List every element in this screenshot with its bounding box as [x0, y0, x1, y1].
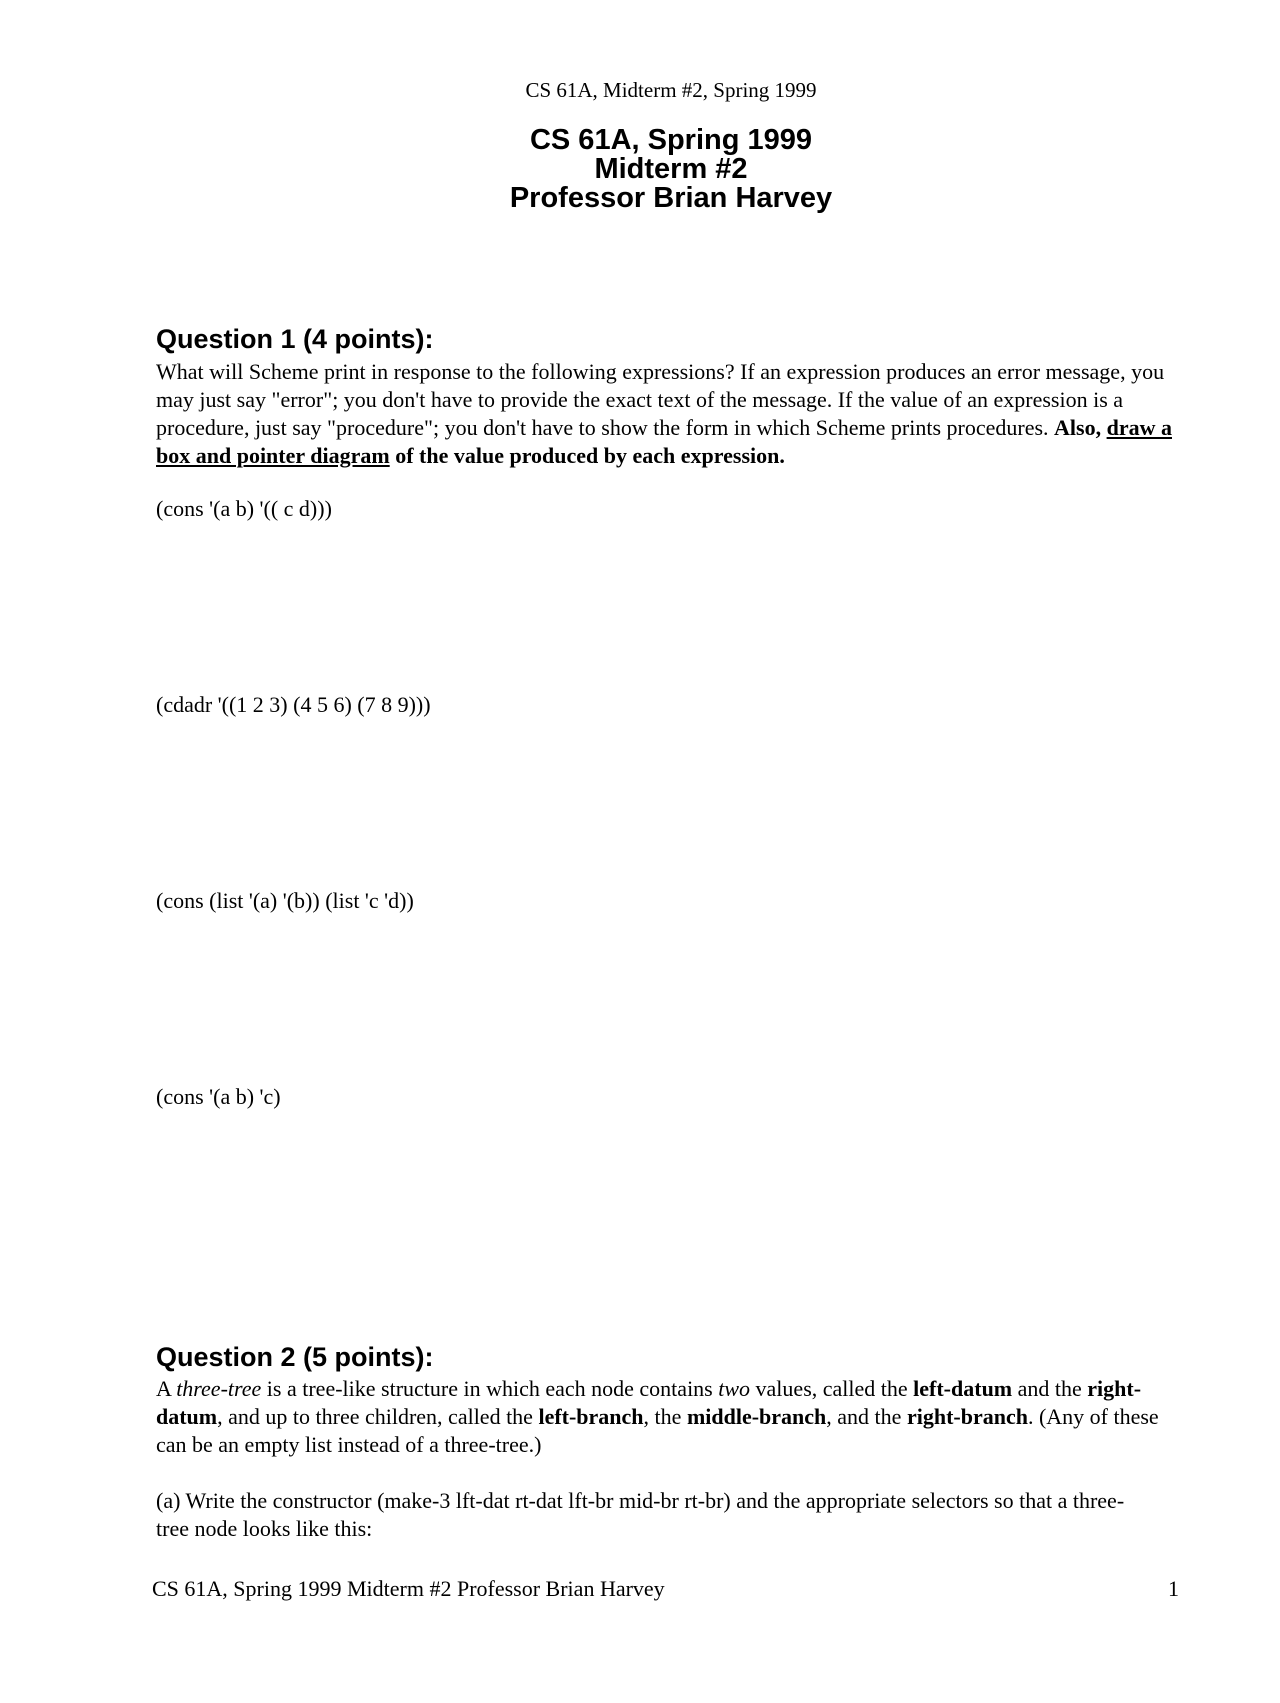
q1-expression-1: (cons '(a b) '(( c d))): [156, 496, 332, 521]
q2-text: . (Any of these can be an empty list instead of a three-tree.): [156, 1404, 1159, 1457]
running-header: CS 61A, Midterm #2, Spring 1999: [525, 78, 817, 102]
question-2-description: [156, 1375, 1166, 1459]
document-title: [0, 126, 1280, 213]
title-exam: Midterm #2: [594, 153, 748, 185]
q1-text: What will Scheme print in response to the following expressions? If an expression produces an error message, you may just say "error"; you don't have to provide the exact text of the message. If the value of an expression is a procedure, just say "procedure"; you don't have to show the form in which Scheme prints procedures.: [156, 359, 1165, 440]
page-footer: CS 61A, Spring 1999 Midterm #2 Professor Brian Harvey: [152, 1576, 665, 1601]
q2-term-three-tree: three-tree: [176, 1376, 262, 1401]
question-1-heading: Question 1 (4 points):: [156, 324, 434, 354]
q2-text: , the: [643, 1404, 687, 1429]
question-2-part-a: (a) Write the constructor (make-3 lft-dat rt-dat lft-br mid-br rt-br) and the appropriate selectors so that a three-tree node looks like this:: [156, 1488, 1125, 1541]
q2-term-left-branch: left-branch: [538, 1404, 644, 1429]
q1-bold-rest: of the value produced by each expression.: [395, 443, 785, 468]
q2-term-right-branch: right-branch: [906, 1404, 1028, 1429]
q1-expression-4: (cons '(a b) 'c): [156, 1084, 281, 1109]
q2-text: A: [156, 1376, 177, 1401]
question-1-instructions: [156, 358, 1186, 470]
q2-text: is a tree-like structure in which each node contains: [261, 1376, 719, 1401]
page-number: 1: [1168, 1576, 1179, 1601]
q1-bold-underline: draw a box and pointer diagram: [156, 415, 1172, 468]
q2-text: , and up to three children, called the: [217, 1404, 539, 1429]
question-2-heading: Question 2 (5 points):: [156, 1342, 434, 1372]
q2-term-two: two: [718, 1376, 751, 1401]
title-course: CS 61A, Spring 1999: [529, 124, 813, 156]
q2-term-middle-branch: middle-branch: [686, 1404, 827, 1429]
q2-term-right-datum: right-datum: [156, 1376, 1142, 1429]
q1-bold-also: Also,: [1054, 415, 1102, 440]
q2-term-left-datum: left-datum: [913, 1376, 1013, 1401]
q1-expression-2: (cdadr '((1 2 3) (4 5 6) (7 8 9))): [156, 692, 431, 717]
q2-text: , and the: [826, 1404, 907, 1429]
q2-text: and the: [1012, 1376, 1088, 1401]
q1-expression-3: (cons (list '(a) '(b)) (list 'c 'd)): [156, 888, 414, 913]
q2-text: values, called the: [750, 1376, 914, 1401]
title-professor: Professor Brian Harvey: [509, 182, 833, 214]
